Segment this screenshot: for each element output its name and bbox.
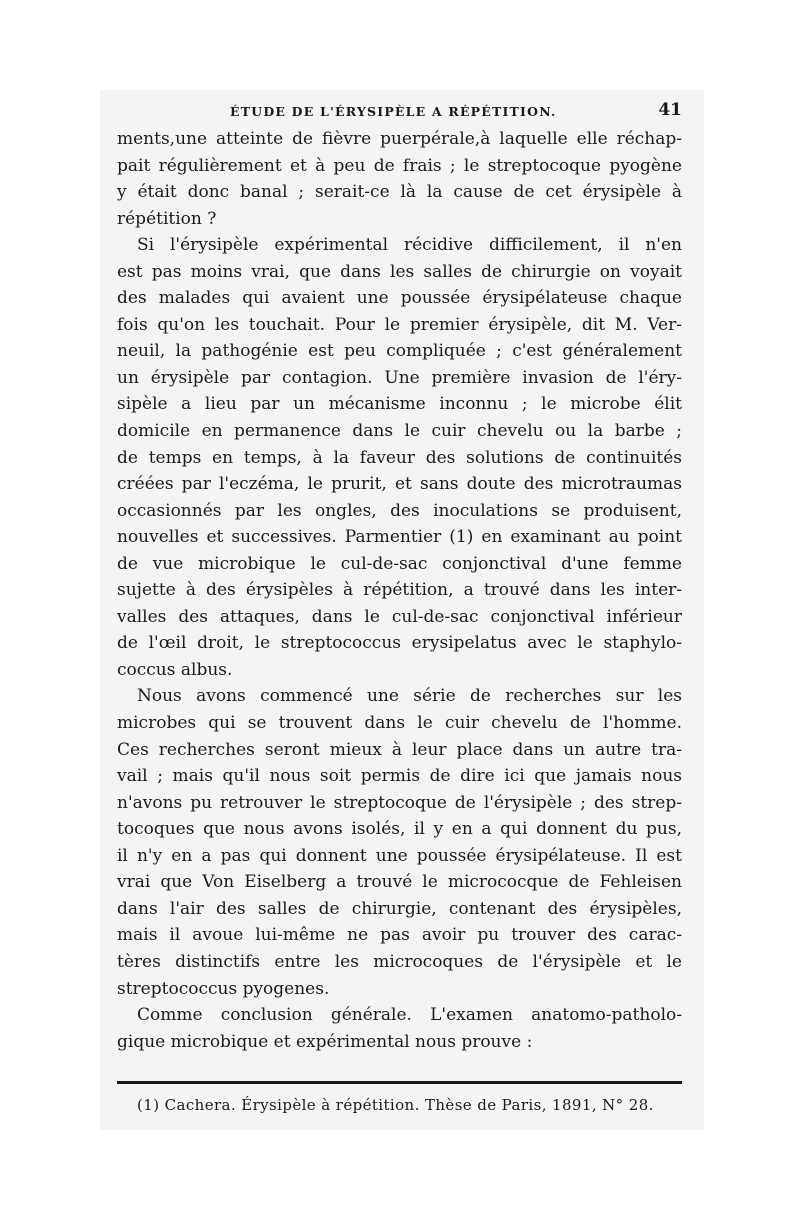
text-line: pait régulièrement et à peu de frais ; le streptocoque pyogène xyxy=(117,155,682,176)
text-line: occasionnés par les ongles, des inoculations se produisent, xyxy=(117,500,682,521)
text-line: sipèle a lieu par un mécanisme inconnu ; le microbe élit xyxy=(117,394,682,415)
text-line: sujette à des érysipèles à répétition, a trouvé dans les inter- xyxy=(117,580,682,601)
text-line: coccus albus. xyxy=(117,659,233,680)
text-line: fois qu'on les touchait. Pour le premier érysipèle, dit M. Ver- xyxy=(117,314,682,335)
text-line: vrai que Von Eiselberg a trouvé le micrococque de Fehleisen xyxy=(117,872,682,893)
text-line: neuil, la pathogénie est peu compliquée ; c'est généralement xyxy=(117,341,682,362)
text-line: microbes qui se trouvent dans le cuir chevelu de l'homme. xyxy=(117,713,682,734)
text-line: il n'y en a pas qui donnent une poussée érysipélateuse. Il est xyxy=(117,845,682,866)
text-line: tères distinctifs entre les microcoques de l'érysipèle et le xyxy=(117,951,682,972)
footnote-divider xyxy=(117,1081,682,1084)
text-line: ments,une atteinte de fièvre puerpérale,à laquelle elle réchap- xyxy=(117,129,682,149)
text-line: un érysipèle par contagion. Une première invasion de l'éry- xyxy=(117,367,682,388)
text-line: dans l'air des salles de chirurgie, contenant des érysipèles, xyxy=(117,898,682,919)
text-line: répétition ? xyxy=(117,208,217,229)
text-line: Nous avons commencé une série de recherches sur les xyxy=(137,686,682,707)
text-line: nouvelles et successives. Parmentier (1) en examinant au point xyxy=(117,527,682,548)
text-line: des malades qui avaient une poussée érysipélateuse chaque xyxy=(117,288,682,309)
running-title: ÉTUDE DE L'ÉRYSIPÈLE A RÉPÉTITION. xyxy=(230,104,557,119)
text-line: domicile en permanence dans le cuir chevelu ou la barbe ; xyxy=(117,421,682,442)
text-line: Si l'érysipèle expérimental récidive difficilement, il n'en xyxy=(137,235,682,256)
text-line: mais il avoue lui-même ne pas avoir pu trouver des carac- xyxy=(117,925,682,946)
body-text xyxy=(117,126,682,1055)
page-header xyxy=(118,100,682,124)
text-line: Ces recherches seront mieux à leur place dans un autre tra- xyxy=(117,739,682,760)
text-line: de l'œil droit, le streptococcus erysipelatus avec le staphylo- xyxy=(117,633,682,654)
text-line: gique microbique et expérimental nous prouve : xyxy=(117,1031,533,1052)
text-line: streptococcus pyogenes. xyxy=(117,978,330,999)
text-line: vail ; mais qu'il nous soit permis de dire ici que jamais nous xyxy=(117,766,682,787)
page-number: 41 xyxy=(658,100,682,120)
text-line: Comme conclusion générale. L'examen anatomo-patholo- xyxy=(137,1005,682,1026)
text-line: tocoques que nous avons isolés, il y en a qui donnent du pus, xyxy=(117,819,682,840)
text-line: est pas moins vrai, que dans les salles de chirurgie on voyait xyxy=(117,261,682,282)
text-line: créées par l'eczéma, le prurit, et sans doute des microtraumas xyxy=(117,474,682,495)
text-line: de vue microbique le cul-de-sac conjonctival d'une femme xyxy=(117,553,682,574)
text-line: y était donc banal ; serait-ce là la cause de cet érysipèle à xyxy=(117,182,682,203)
text-line: valles des attaques, dans le cul-de-sac conjonctival inférieur xyxy=(117,606,682,627)
text-line: n'avons pu retrouver le streptocoque de l'érysipèle ; des strep- xyxy=(117,792,682,813)
text-line: de temps en temps, à la faveur des solutions de continuités xyxy=(117,447,682,468)
footnote: (1) Cachera. Érysipèle à répétition. Thèse de Paris, 1891, N° 28. xyxy=(137,1096,654,1114)
